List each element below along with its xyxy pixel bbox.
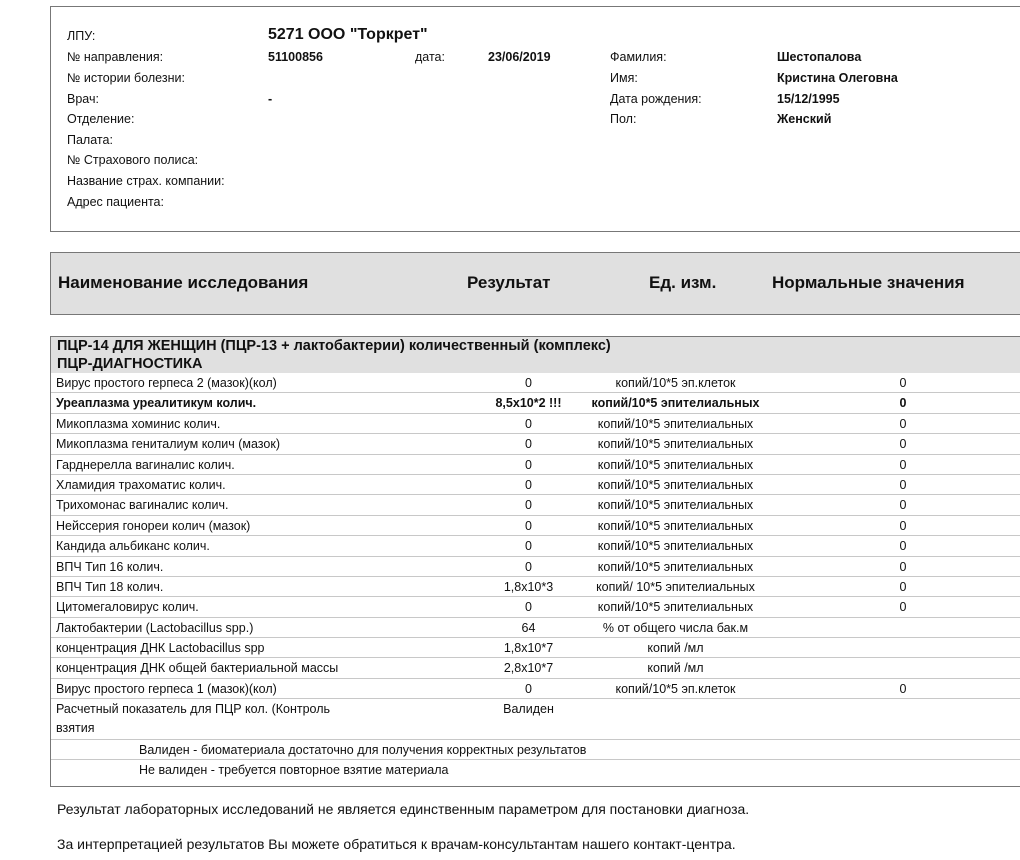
- table-row: [51, 638, 1020, 658]
- footer-disclaimer: Результат лабораторных исследований не является единственным параметром для постановки диагноза.: [57, 801, 750, 817]
- column-header-result: Результат: [467, 273, 551, 292]
- test-name: Вирус простого герпеса 2 (мазок)(кол): [56, 376, 277, 390]
- test-norm: 0: [899, 600, 907, 615]
- table-row: [51, 557, 1020, 577]
- test-unit: копий /мл: [647, 661, 704, 676]
- table-row: [51, 679, 1020, 699]
- test-unit: копий/10*5 эпителиальных: [597, 477, 754, 492]
- department-label: Отделение:: [67, 112, 135, 126]
- test-name: Вирус простого герпеса 1 (мазок)(кол): [56, 681, 277, 696]
- test-name: Хламидия трахоматис колич.: [56, 477, 226, 492]
- test-name: ВПЧ Тип 16 колич.: [56, 559, 164, 574]
- test-result: 0: [525, 600, 532, 615]
- test-unit: копий/ 10*5 эпителиальных: [596, 579, 755, 594]
- note-invalid-row: [51, 760, 1020, 780]
- table-row: [51, 434, 1020, 454]
- test-norm: 0: [899, 457, 907, 472]
- test-norm: 0: [899, 681, 907, 696]
- control-row: [51, 699, 1020, 719]
- test-unit: копий/10*5 эпителиальных: [597, 457, 754, 472]
- date-label: дата:: [415, 50, 445, 64]
- test-unit: копий /мл: [647, 641, 704, 656]
- test-result: 0: [525, 559, 532, 574]
- test-unit: копий/10*5 эпителиальных: [591, 396, 760, 411]
- table-row: [51, 618, 1020, 638]
- table-row: [51, 536, 1020, 556]
- test-unit: копий/10*5 эпителиальных: [597, 518, 754, 533]
- direction-label: № направления:: [67, 50, 164, 64]
- test-unit: копий/10*5 эпителиальных: [597, 539, 754, 554]
- table-row: [51, 577, 1020, 597]
- table-row: [51, 495, 1020, 515]
- test-result: 0: [525, 477, 532, 492]
- table-row: [51, 475, 1020, 495]
- ward-label: Палата:: [67, 133, 113, 147]
- test-name: Уреаплазма уреалитикум колич.: [56, 396, 257, 411]
- surname-label: Фамилия:: [610, 50, 667, 64]
- test-norm: 0: [899, 416, 907, 431]
- panel-title: ПЦР-14 ДЛЯ ЖЕНЩИН (ПЦР-13 + лактобактерии) количественный (комплекс): [51, 337, 1020, 355]
- name-value: Кристина Олеговна: [777, 71, 898, 85]
- table-row: [51, 516, 1020, 536]
- test-norm: 0: [899, 579, 907, 594]
- test-norm: 0: [899, 518, 907, 533]
- test-name: Кандида альбиканс колич.: [56, 539, 210, 554]
- note-valid-row: [51, 740, 1020, 760]
- test-name: Трихомонас вагиналис колич.: [56, 498, 229, 513]
- column-header-name: Наименование исследования: [58, 273, 309, 292]
- test-norm: 0: [899, 498, 907, 513]
- test-norm: 0: [899, 539, 907, 554]
- test-norm: 0: [899, 559, 907, 574]
- test-name: концентрация ДНК общей бактериальной массы: [56, 661, 339, 676]
- test-norm: 0: [899, 396, 907, 411]
- test-result: 0: [525, 681, 532, 696]
- surname-value: Шестопалова: [777, 50, 862, 64]
- test-unit: копий/10*5 эпителиальных: [597, 498, 754, 513]
- note-invalid: Не валиден - требуется повторное взятие материала: [139, 763, 449, 778]
- sex-label: Пол:: [610, 112, 637, 126]
- test-result: 8,5х10*2 !!!: [495, 396, 562, 411]
- test-name: концентрация ДНК Lactobacillus spp: [56, 641, 265, 656]
- table-row: [51, 597, 1020, 617]
- test-result: 0: [525, 376, 532, 390]
- sex-value: Женский: [777, 112, 832, 126]
- test-result: 0: [525, 416, 532, 431]
- insurer-label: Название страх. компании:: [67, 174, 225, 188]
- patient-info-box: [50, 6, 1020, 232]
- test-name: Нейссерия гонореи колич (мазок): [56, 518, 251, 533]
- test-result: 0: [525, 498, 532, 513]
- lpu-value: 5271 ООО "Торкрет": [268, 26, 428, 43]
- test-norm: 0: [899, 437, 907, 452]
- table-row: [51, 373, 1020, 393]
- test-unit: копий/10*5 эпителиальных: [597, 600, 754, 615]
- name-label: Имя:: [610, 71, 638, 85]
- dob-label: Дата рождения:: [610, 92, 702, 106]
- address-label: Адрес пациента:: [67, 195, 164, 209]
- date-value: 23/06/2019: [488, 50, 551, 64]
- direction-value: 51100856: [268, 50, 323, 64]
- table-row: [51, 658, 1020, 678]
- test-result: 0: [525, 437, 532, 452]
- table-row: [51, 455, 1020, 475]
- control-row-cont: [51, 720, 1020, 740]
- test-norm: 0: [899, 376, 907, 390]
- policy-label: № Страхового полиса:: [67, 153, 199, 167]
- test-name: Лактобактерии (Lactobacillus spp.): [56, 620, 254, 635]
- results-table: [50, 336, 1020, 787]
- results-rows: [51, 373, 1020, 699]
- test-unit: копий/10*5 эп.клеток: [615, 681, 736, 696]
- control-result: Валиден: [503, 702, 554, 717]
- test-unit: копий/10*5 эпителиальных: [597, 559, 754, 574]
- test-unit: % от общего числа бак.м: [602, 620, 749, 635]
- note-valid: Валиден - биоматериала достаточно для получения корректных результатов: [139, 742, 587, 757]
- test-norm: 0: [899, 477, 907, 492]
- test-unit: копий/10*5 эпителиальных: [597, 416, 754, 431]
- test-result: 0: [525, 539, 532, 554]
- test-result: 0: [525, 518, 532, 533]
- test-name: Микоплазма хоминис колич.: [56, 416, 221, 431]
- lpu-label: ЛПУ:: [67, 29, 96, 43]
- test-result: 0: [525, 457, 532, 472]
- test-name: Цитомегаловирус колич.: [56, 600, 199, 615]
- section-title: ПЦР-ДИАГНОСТИКА: [51, 355, 1020, 373]
- test-result: 1,8х10*3: [503, 579, 554, 594]
- control-name: Расчетный показатель для ПЦР кол. (Контроль: [56, 702, 331, 717]
- test-result: 1,8х10*7: [503, 641, 554, 656]
- test-result: 2,8х10*7: [503, 661, 554, 676]
- dob-value: 15/12/1995: [777, 92, 840, 106]
- doctor-value: -: [268, 92, 273, 106]
- table-row: [51, 414, 1020, 434]
- column-header-band: [50, 252, 1020, 315]
- test-unit: копий/10*5 эпителиальных: [597, 437, 754, 452]
- column-header-norm: Нормальные значения: [772, 273, 965, 292]
- column-header-unit: Ед. изм.: [649, 273, 717, 292]
- history-label: № истории болезни:: [67, 71, 185, 85]
- control-name-cont: взятия: [56, 720, 95, 735]
- table-row: [51, 393, 1020, 413]
- test-unit: копий/10*5 эп.клеток: [615, 376, 736, 390]
- doctor-label: Врач:: [67, 92, 99, 106]
- test-name: Микоплазма гениталиум колич (мазок): [56, 437, 280, 452]
- footer-contact: За интерпретацией результатов Вы можете обратиться к врачам-консультантам нашего контакт-центра.: [57, 836, 736, 852]
- test-result: 64: [521, 620, 536, 635]
- test-name: ВПЧ Тип 18 колич.: [56, 579, 164, 594]
- test-name: Гарднерелла вагиналис колич.: [56, 457, 235, 472]
